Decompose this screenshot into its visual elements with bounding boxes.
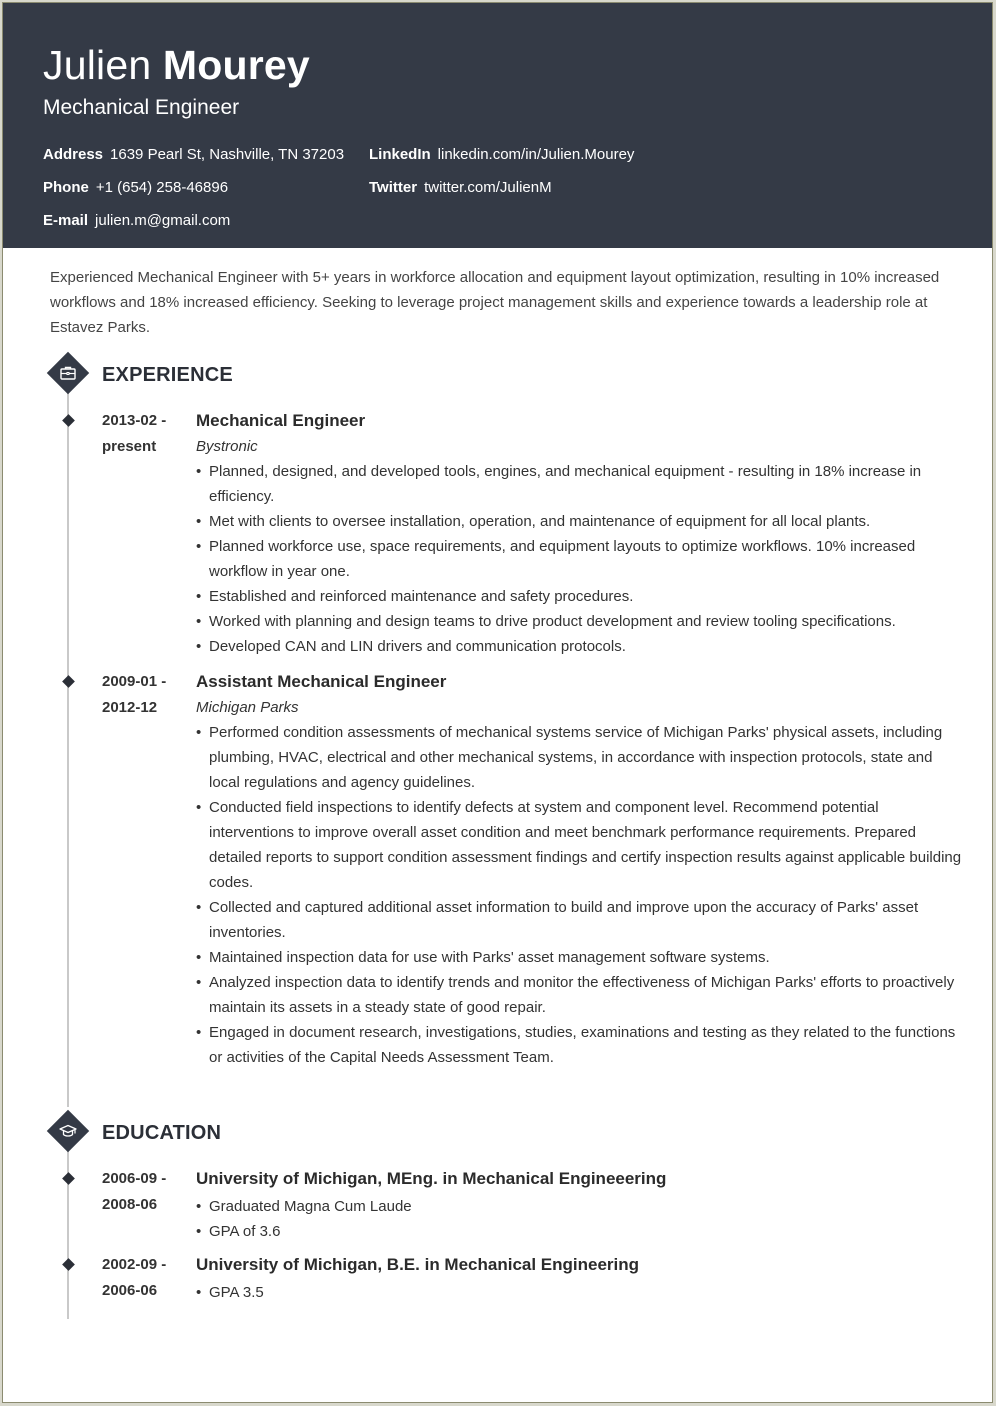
education-section-title: EDUCATION xyxy=(102,1122,222,1144)
contact-value: +1 (654) 258-46896 xyxy=(95,179,229,196)
contact-value[interactable]: twitter.com/JulienM xyxy=(424,179,552,196)
contact-label: Phone xyxy=(43,179,89,196)
graduation-cap-icon xyxy=(47,1110,89,1152)
list-item: • Planned workforce use, space requirements, and equipment layouts to optimize workflows. 10% increased workflow in year one. xyxy=(196,534,962,584)
timeline-marker xyxy=(62,1258,75,1271)
contact-value[interactable]: julien.m@gmail.com xyxy=(95,212,231,229)
entry-date xyxy=(102,1252,192,1304)
timeline-marker xyxy=(62,1172,75,1185)
list-item: • Met with clients to oversee installation, operation, and maintenance of equipment for all local plants. xyxy=(196,509,962,534)
list-item: • GPA of 3.6 xyxy=(196,1219,962,1244)
summary: Experienced Mechanical Engineer with 5+ years in workforce allocation and equipment layout optimization, resulting in 10% increased workflows and 18% increased efficiency. Seeking to leverage project management skills and experience towards a leadership role at Estavez Parks. xyxy=(50,269,940,336)
entry-body xyxy=(196,1166,962,1244)
timeline-marker xyxy=(62,414,75,427)
entry-date xyxy=(102,669,192,721)
date-end: 2008-06 xyxy=(102,1196,158,1213)
contact-label: LinkedIn xyxy=(369,146,431,163)
date-start: 2009-01 - xyxy=(102,673,167,690)
contact-twitter xyxy=(369,178,552,198)
list-item: • Conducted field inspections to identify defects at system and component level. Recommend potential interventions to improve overall asset condition and meet benchmark performance requirements. Prepared detailed reports to support condition assessment findings and certify inspection results against applicable building codes. xyxy=(196,795,962,895)
contact-email xyxy=(43,211,230,231)
list-item: • Established and reinforced maintenance and safety procedures. xyxy=(196,584,962,609)
contact-phone xyxy=(43,178,228,198)
contact-label: E-mail xyxy=(43,212,89,229)
degree-title: University of Michigan, B.E. in Mechanical Engineering xyxy=(196,1255,640,1274)
list-item: • Worked with planning and design teams to drive product development and review tooling specifications. xyxy=(196,609,962,634)
job-role: Assistant Mechanical Engineer xyxy=(196,672,447,691)
last-name: Mourey xyxy=(162,42,310,88)
responsibilities-list xyxy=(196,459,962,659)
list-item: • Collected and captured additional asset information to build and improve upon the accuracy of Parks' asset inventories. xyxy=(196,895,962,945)
company-name: Bystronic xyxy=(196,438,258,455)
entry-body xyxy=(196,408,962,659)
resume-header xyxy=(3,3,992,248)
entry-body xyxy=(196,1252,962,1305)
job-role: Mechanical Engineer xyxy=(196,411,366,430)
date-end: present xyxy=(102,438,157,455)
education-details-list xyxy=(196,1280,962,1305)
experience-timeline xyxy=(67,391,69,1107)
resume-page xyxy=(2,2,993,1403)
entry-date xyxy=(102,408,192,460)
contact-address xyxy=(43,145,344,165)
list-item: • GPA 3.5 xyxy=(196,1280,962,1305)
contact-linkedin xyxy=(369,145,634,165)
date-end: 2012-12 xyxy=(102,699,158,716)
contact-value: 1639 Pearl St, Nashville, TN 37203 xyxy=(110,146,345,163)
list-item: • Performed condition assessments of mechanical systems service of Michigan Parks' physical assets, including plumbing, HVAC, electrical and other mechanical systems, in accordance with inspection protocols, state and local regulations and agency guidelines. xyxy=(196,720,962,795)
contact-label: Address xyxy=(43,146,104,163)
contact-value[interactable]: linkedin.com/in/Julien.Mourey xyxy=(437,146,635,163)
responsibilities-list xyxy=(196,720,962,1070)
date-start: 2002-09 - xyxy=(102,1256,167,1273)
list-item: • Analyzed inspection data to identify trends and monitor the effectiveness of Michigan Parks' efforts to proactively maintain its assets in a steady state of good repair. xyxy=(196,970,962,1020)
list-item: • Developed CAN and LIN drivers and communication protocols. xyxy=(196,634,962,659)
company-name: Michigan Parks xyxy=(196,699,299,716)
degree-title: University of Michigan, MEng. in Mechanical Engineeering xyxy=(196,1169,667,1188)
full-name xyxy=(43,41,310,89)
entry-date xyxy=(102,1166,192,1218)
list-item: • Maintained inspection data for use with Parks' asset management software systems. xyxy=(196,945,962,970)
experience-section-title: EXPERIENCE xyxy=(102,364,233,386)
timeline-marker xyxy=(62,675,75,688)
list-item: • Engaged in document research, investigations, studies, examinations and testing as they related to the functions or activities of the Capital Needs Assessment Team. xyxy=(196,1020,962,1070)
briefcase-icon xyxy=(47,352,89,394)
date-start: 2006-09 - xyxy=(102,1170,167,1187)
date-start: 2013-02 - xyxy=(102,412,167,429)
list-item: • Planned, designed, and developed tools, engines, and mechanical equipment - resulting in 18% increase in efficiency. xyxy=(196,459,962,509)
contact-label: Twitter xyxy=(369,179,418,196)
entry-body xyxy=(196,669,962,1070)
first-name: Julien xyxy=(43,42,152,88)
date-end: 2006-06 xyxy=(102,1282,158,1299)
job-title: Mechanical Engineer xyxy=(43,96,240,119)
education-details-list xyxy=(196,1194,962,1244)
list-item: • Graduated Magna Cum Laude xyxy=(196,1194,962,1219)
